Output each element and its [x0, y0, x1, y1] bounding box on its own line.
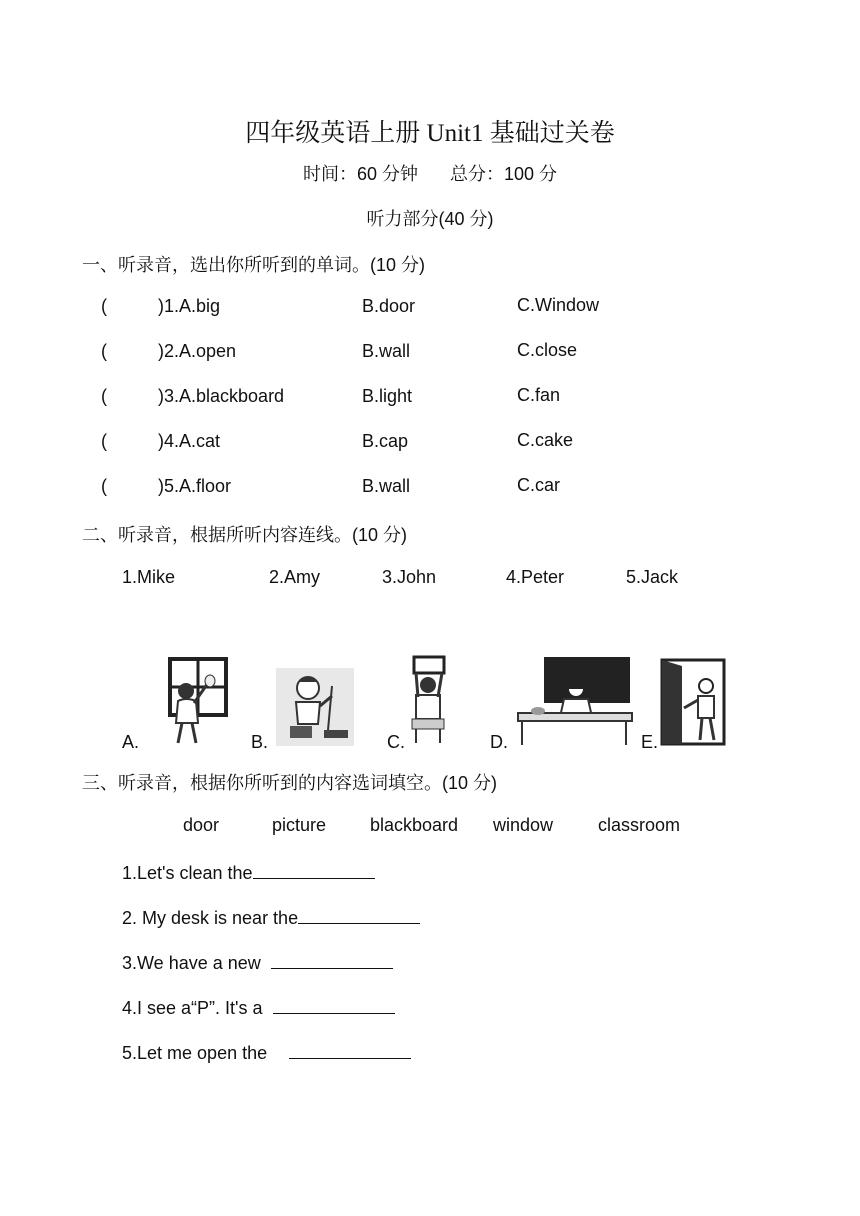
q4-option-a: )4.A.cat — [158, 431, 221, 451]
q3-option-a: )3.A.blackboard — [158, 386, 285, 406]
girl-at-blackboard-desk-icon — [514, 655, 634, 747]
q5-option-c: C.car — [517, 475, 561, 495]
q1-option-c: C.Window — [517, 295, 600, 315]
q4-option-c: C.cake — [517, 430, 574, 450]
q5-paren: ( — [101, 476, 107, 496]
q3-option-b: B.light — [362, 386, 413, 406]
answer-blank-3[interactable] — [271, 950, 393, 969]
sentence-5 — [122, 1040, 411, 1064]
answer-blank-1[interactable] — [253, 860, 375, 879]
word-door: door — [183, 815, 220, 835]
picture-a-label: A. — [122, 732, 140, 752]
word-blackboard: blackboard — [370, 815, 459, 835]
time-limit: 时间：60 分钟 — [302, 164, 418, 184]
q5-option-b: B.wall — [362, 476, 411, 496]
sentence-3 — [122, 950, 393, 974]
answer-blank-4[interactable] — [273, 995, 395, 1014]
sentence-2 — [122, 905, 420, 929]
name-mike: 1.Mike — [122, 567, 176, 587]
exam-meta — [0, 160, 860, 186]
name-john: 3.John — [382, 567, 437, 587]
picture-d-label: D. — [490, 732, 508, 752]
picture-e-label: E. — [641, 732, 659, 752]
page-title: 四年级英语上册 Unit1 基础过关卷 — [245, 120, 615, 147]
section2-heading: 二、听录音，根据所听内容连线。(10 分) — [82, 525, 408, 545]
boy-hanging-picture-icon — [404, 655, 450, 745]
q1-option-a: )1.A.big — [158, 296, 221, 316]
answer-blank-2[interactable] — [298, 905, 420, 924]
q2-option-a: )2.A.open — [158, 341, 237, 361]
boy-cleaning-window-icon — [160, 655, 232, 747]
section1-heading: 一、听录音，选出你所听到的单词。(10 分) — [82, 255, 426, 275]
word-window: window — [493, 815, 554, 835]
q3-paren: ( — [101, 386, 107, 406]
q3-option-c: C.fan — [517, 385, 561, 405]
sentence-4 — [122, 995, 395, 1019]
q4-option-b: B.cap — [362, 431, 409, 451]
sentence-3-text: 3.We have a new — [122, 953, 261, 973]
sentence-5-text: 5.Let me open the — [122, 1043, 268, 1063]
answer-blank-5[interactable] — [289, 1040, 411, 1059]
word-classroom: classroom — [598, 815, 681, 835]
sentence-4-text: 4.I see a“P”. It's a — [122, 998, 263, 1018]
q2-option-c: C.close — [517, 340, 578, 360]
name-amy: 2.Amy — [269, 567, 321, 587]
name-jack: 5.Jack — [626, 567, 679, 587]
q1-paren: ( — [101, 296, 107, 316]
boy-opening-door-icon — [658, 658, 740, 746]
q2-option-b: B.wall — [362, 341, 411, 361]
sentence-2-text: 2. My desk is near the — [122, 908, 299, 928]
q2-paren: ( — [101, 341, 107, 361]
q1-option-b: B.door — [362, 296, 416, 316]
picture-b-label: B. — [251, 732, 269, 752]
sentence-1-text: 1.Let's clean the — [122, 863, 253, 883]
total-score: 总分：100 分 — [449, 164, 558, 184]
q4-paren: ( — [101, 431, 107, 451]
picture-c-label: C. — [387, 732, 405, 752]
word-picture: picture — [272, 815, 327, 835]
boy-sweeping-floor-icon — [276, 668, 354, 746]
name-peter: 4.Peter — [506, 567, 565, 587]
part-heading: 听力部分(40 分) — [366, 209, 494, 229]
section3-heading: 三、听录音，根据你所听到的内容选词填空。(10 分) — [82, 773, 498, 793]
sentence-1 — [122, 860, 375, 884]
q5-option-a: )5.A.floor — [158, 476, 232, 496]
